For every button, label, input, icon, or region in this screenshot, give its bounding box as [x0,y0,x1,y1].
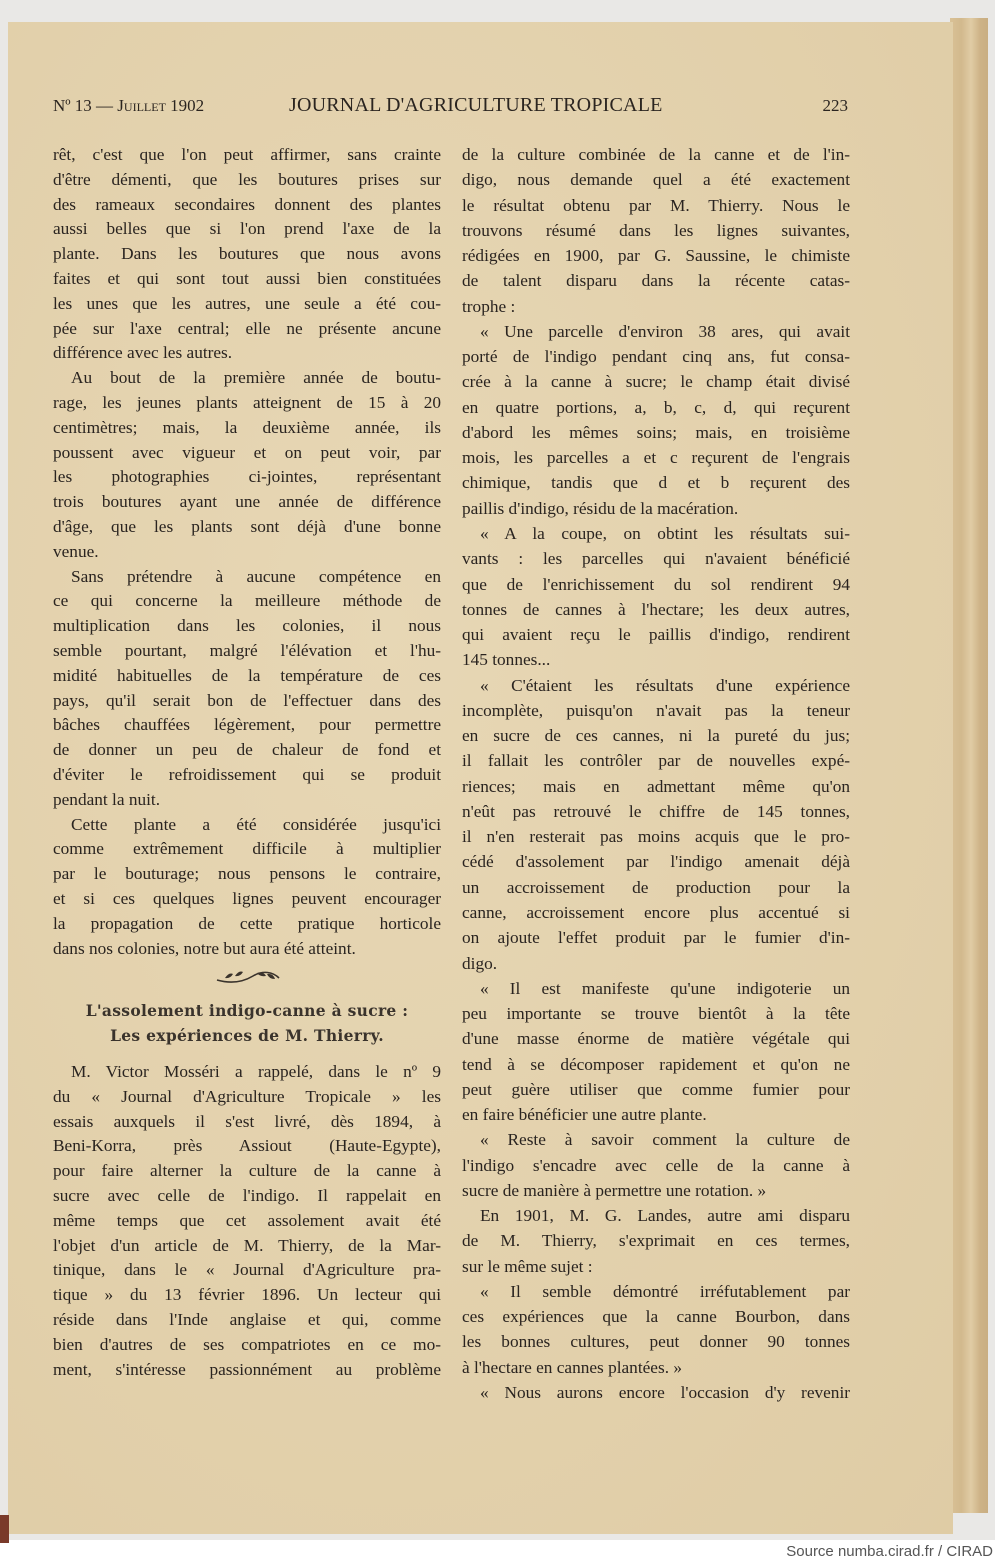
text-line: d'être démenti, que les boutures prises sur [53,169,441,189]
text-line: pendant la nuit. [53,789,161,809]
text-line: « Il semble démontré irréfutablement par [480,1281,850,1301]
text-line: rage, les jeunes plants atteignent de 15 à 20 [53,392,441,412]
text-line: plante. Dans les boutures que nous avons [53,244,441,264]
text-line: on ajoute l'effet produit par le fumier d'in- [462,928,850,948]
text-line: Sans prétendre à aucune compétence en [71,566,441,586]
text-line: M. Victor Mosséri a rappelé, dans le nº 9 [71,1062,441,1081]
text-line: tinique, dans le « Journal d'Agriculture pra- [53,1260,441,1280]
article-body [53,1060,441,1382]
text-line: ces expériences que la canne Bourbon, dans [462,1307,850,1327]
text-line: dans nos colonies, notre but aura été atteint. [53,938,356,958]
issue-label: Nº 13 — Juillet 1902 [53,96,205,115]
text-line: rêt, c'est que l'on peut affirmer, sans crainte [53,145,441,164]
ornament-icon [213,966,283,986]
text-line: Cette plante a été considérée jusqu'ici [71,814,441,834]
paragraph [462,1203,850,1279]
text-line: en sucre de ces cannes, ni la pureté du jus; [462,726,850,746]
text-line: le résultat obtenu par M. Thierry. Nous le [462,195,850,215]
text-line: vants : les parcelles qui n'avaient bénéficié [462,549,850,569]
text-line: porté de l'indigo pendant cinq ans, fut consa- [462,347,850,367]
source-credit: Source numba.cirad.fr / CIRAD [786,1543,993,1560]
article-title-line-2: Les expériences de M. Thierry. [110,1026,384,1045]
text-line: aussi belles que si l'on prend l'axe de la [53,219,441,239]
paragraph [462,1127,850,1203]
text-line: n'eût pas retrouvé le chiffre de 145 tonnes, [462,801,850,821]
text-line: bien d'autres de ses compatriotes en ce mo- [53,1334,441,1354]
text-line: et si ces quelques lignes peuvent encourager [53,888,441,908]
text-line: que de l'enrichissement du sol rendirent 94 [462,574,850,594]
text-line: d'âge, que les plants sont déjà d'une bonne [53,516,441,536]
text-line: de talent disparu dans la récente catas- [462,271,850,291]
text-line: de donner un peu de chaleur de fond et [53,740,441,760]
text-line: comme extrêmement difficile à multiplier [53,839,441,859]
right-column [462,142,850,1405]
text-line: en faire bénéficier une autre plante. [462,1105,707,1125]
text-line: un accroissement de production pour la [462,877,850,897]
paragraph [462,521,850,673]
text-line: l'objet d'un article de M. Thierry, de la Mar- [53,1235,441,1255]
paragraph [53,1060,441,1382]
article-title-line-1: L'assolement indigo-canne à sucre : [85,1001,409,1020]
paragraph [462,319,850,521]
text-line: il fallait les contrôler par de nouvelles expé- [462,751,850,771]
text-line: sur le même sujet : [462,1256,593,1276]
paragraph [53,565,441,813]
text-line: poussent avec vigueur et on peut voir, par [53,442,441,462]
text-line: digo, nous demande quel a été exactement [462,170,850,190]
text-line: midité habituelles de la température de ces [53,665,441,685]
page-number: 223 [822,96,848,115]
text-line: d'abord les mêmes soins; mais, en troisième [462,422,850,442]
text-line: canne, accroissement encore plus accentué si [462,902,850,922]
text-line: par le bouturage; nous pensons le contraire, [53,864,441,884]
paragraph [462,673,850,976]
text-line: d'une masse énorme de matière végétale qui [462,1029,850,1049]
text-line: du « Journal d'Agriculture Tropicale » les [53,1086,441,1106]
text-line: faites et qui sont tout aussi bien constituées [53,268,441,288]
text-line: les bonnes cultures, peut donner 90 tonnes [462,1332,850,1352]
text-line: les photographies ci-jointes, représentant [53,467,441,487]
text-line: sucre de manière à permettre une rotation. » [462,1180,767,1200]
page-edge [950,18,988,1513]
text-line: sucre avec celle de l'indigo. Il rappelait en [53,1185,441,1205]
text-line: « Une parcelle d'environ 38 ares, qui avait [480,321,850,341]
text-line: pée sur l'axe central; elle ne présente ancune [53,318,441,338]
text-line: chimique, tandis que d et b reçurent des [462,473,850,493]
text-line: riences; mais en admettant même qu'on [462,776,850,796]
text-line: venue. [53,541,99,561]
text-line: différence avec les autres. [53,343,233,363]
text-line: tique » du 13 février 1896. Un lecteur qui [53,1285,441,1305]
paragraph [53,813,441,962]
text-line: Au bout de la première année de boutu- [71,368,441,388]
text-line: des rameaux secondaires donnent des plantes [53,194,441,214]
text-line: Beni-Korra, près Assiout (Haute-Egypte), [53,1136,441,1156]
text-line: « Il est manifeste qu'une indigoterie un [480,978,850,998]
text-line: essais auxquels il s'est livré, dès 1894, à [53,1111,441,1131]
text-line: cédé d'assolement par l'indigo amenait déjà [462,852,850,872]
text-line: En 1901, M. G. Landes, autre ami disparu [480,1206,850,1226]
paragraph [53,366,441,564]
paragraph [462,1279,850,1380]
text-line: paillis d'indigo, résidu de la macération. [462,498,739,518]
text-line: semble pourtant, malgré l'élévation et l'hu- [53,640,441,660]
text-line: la propagation de cette pratique horticole [53,913,441,933]
text-line: mois, les parcelles a et c reçurent de l'engrais [462,448,850,468]
text-line: 145 tonnes... [462,650,551,670]
paragraph [462,976,850,1128]
text-line: même temps que cet assolement avait été [53,1210,441,1230]
text-line: ce qui concerne la meilleure méthode de [53,591,441,611]
paragraph [53,143,441,366]
text-line: en quatre portions, a, b, c, d, qui reçurent [462,397,850,417]
text-line: pour faire alterner la culture de la canne à [53,1161,441,1181]
binding-mark [0,1515,9,1543]
text-line: « A la coupe, on obtint les résultats sui- [480,523,850,543]
running-header [53,94,848,120]
text-line: de la culture combinée de la canne et de l'in- [462,145,850,164]
text-line: « Nous aurons encore l'occasion d'y revenir [480,1383,850,1403]
left-column [53,143,441,961]
text-line: d'éviter le refroidissement qui se produit [53,764,441,784]
text-line: pays, qu'il serait bon de l'effectuer dans des [53,690,441,710]
text-line: tonnes de cannes à l'hectare; les deux autres, [462,599,850,619]
text-line: ment, s'intéresse passionnément au problème [53,1359,441,1379]
text-line: « Reste à savoir comment la culture de [480,1130,850,1150]
journal-title: JOURNAL D'AGRICULTURE TROPICALE [289,94,663,116]
text-line: trophe : [462,296,516,316]
text-line: « C'étaient les résultats d'une expérience [480,675,850,695]
text-line: tend à se décomposer rapidement et qu'on ne [462,1054,850,1074]
text-line: crée à la canne à sucre; le champ était divisé [462,372,850,392]
text-line: les unes que les autres, une seule a été cou- [53,293,441,313]
text-line: à l'hectare en cannes plantées. » [462,1357,682,1377]
paragraph [462,1380,850,1405]
text-line: qui avaient reçu le paillis d'indigo, rendirent [462,625,850,645]
text-line: bâches chauffées légèrement, pour permettre [53,715,441,735]
text-line: il n'en resterait pas moins acquis que le pro- [462,827,850,847]
text-line: multiplication dans les colonies, il nous [53,616,441,636]
text-line: peut guère utiliser que comme fumier pour [462,1079,850,1099]
text-line: de M. Thierry, s'exprimait en ces termes, [462,1231,850,1251]
text-line: digo. [462,953,498,973]
text-line: réside dans l'Inde anglaise et qui, comme [53,1309,441,1329]
text-line: peu importante se trouve bientôt à la tête [462,1004,850,1024]
text-line: trois boutures ayant une année de différence [53,492,441,512]
text-line: incomplète, puisqu'on n'avait pas la teneur [462,700,850,720]
text-line: centimètres; mais, la deuxième année, ils [53,417,441,437]
text-line: trouvons résumé dans les lignes suivantes, [462,220,850,240]
text-line: l'indigo s'encadre avec celle de la canne à [462,1155,850,1175]
paragraph [462,142,850,319]
text-line: rédigées en 1900, par G. Saussine, le chimiste [462,246,850,266]
